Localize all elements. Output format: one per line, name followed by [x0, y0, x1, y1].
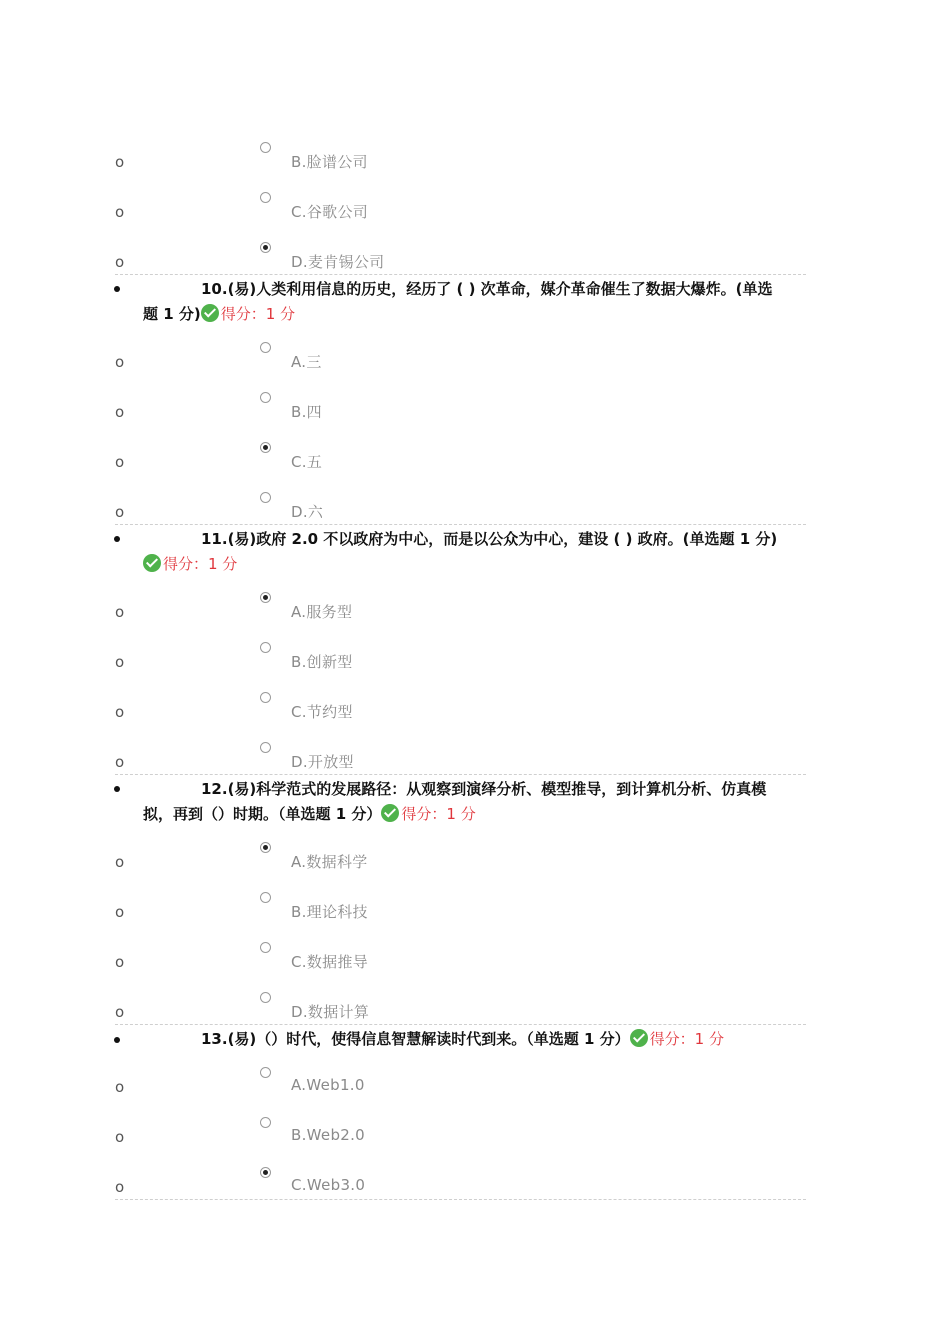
question-separator	[115, 1199, 806, 1200]
option-bullet: o	[115, 503, 125, 521]
option-label: A.数据科学	[291, 853, 368, 871]
question-bullet	[114, 286, 120, 292]
option-label: B.脸谱公司	[291, 153, 368, 171]
question-text: 13.(易)（）时代，使得信息智慧解读时代到来。（单选题 1 分）	[201, 1030, 630, 1048]
question-separator	[115, 1024, 806, 1025]
option-bullet: o	[115, 1003, 125, 1021]
option-label: A.Web1.0	[291, 1076, 365, 1094]
option-label: A.服务型	[291, 603, 353, 621]
question-text: 10.(易)人类利用信息的历史，经历了 ( ) 次革命，媒介革命催生了数据大爆炸。(单选	[201, 280, 773, 298]
option-bullet: o	[115, 203, 125, 221]
option-radio-button[interactable]	[260, 192, 271, 203]
option-label: C.谷歌公司	[291, 203, 369, 221]
question-bullet	[114, 1037, 120, 1043]
option-radio-button[interactable]	[260, 242, 271, 253]
option-radio-button[interactable]	[260, 342, 271, 353]
option-bullet: o	[115, 953, 125, 971]
option-label: B.Web2.0	[291, 1126, 366, 1144]
check-circle-icon	[630, 1029, 648, 1047]
question-separator	[115, 274, 806, 275]
check-circle-icon	[201, 304, 219, 322]
score-text: 得分：1 分	[220, 305, 296, 323]
option-label: C.数据推导	[291, 953, 369, 971]
option-label: B.创新型	[291, 653, 353, 671]
option-bullet: o	[115, 903, 125, 921]
option-radio-button[interactable]	[260, 692, 271, 703]
option-radio-button[interactable]	[260, 592, 271, 603]
option-label: C.五	[291, 453, 323, 471]
option-radio-button[interactable]	[260, 742, 271, 753]
option-radio-button[interactable]	[260, 1167, 271, 1178]
option-label: D.六	[291, 503, 324, 521]
question-text-line	[201, 779, 766, 799]
option-bullet: o	[115, 703, 125, 721]
option-radio-button[interactable]	[260, 142, 271, 153]
question-text-line	[201, 529, 777, 549]
option-radio-button[interactable]	[260, 1067, 271, 1078]
option-bullet: o	[115, 253, 125, 271]
option-bullet: o	[115, 653, 125, 671]
option-bullet: o	[115, 853, 125, 871]
question-text-line	[143, 804, 476, 824]
option-bullet: o	[115, 1128, 125, 1146]
question-text: 12.(易)科学范式的发展路径：从观察到演绎分析、模型推导，到计算机分析、仿真模	[201, 780, 767, 798]
score-text: 得分：1 分	[401, 805, 476, 823]
question-text: 拟，再到（）时期。（单选题 1 分）	[143, 805, 382, 823]
question-separator	[115, 774, 806, 775]
option-bullet: o	[115, 403, 125, 421]
question-text: 题 1 分)	[143, 305, 201, 323]
option-bullet: o	[115, 1178, 125, 1196]
question-separator	[115, 524, 806, 525]
score-text: 得分：1 分	[163, 555, 238, 573]
option-label: D.数据计算	[291, 1003, 370, 1021]
option-bullet: o	[115, 1078, 125, 1096]
check-circle-icon	[381, 804, 399, 822]
question-text-line	[201, 279, 773, 299]
option-radio-button[interactable]	[260, 942, 271, 953]
option-radio-button[interactable]	[260, 892, 271, 903]
option-radio-button[interactable]	[260, 1117, 271, 1128]
check-circle-icon	[143, 554, 161, 572]
question-text-line	[143, 304, 295, 324]
option-radio-button[interactable]	[260, 442, 271, 453]
option-bullet: o	[115, 603, 125, 621]
option-bullet: o	[115, 453, 125, 471]
question-bullet	[114, 786, 120, 792]
question-bullet	[114, 536, 120, 542]
option-label: B.理论科技	[291, 903, 368, 921]
option-label: A.三	[291, 353, 322, 371]
option-label: D.开放型	[291, 753, 354, 771]
option-label: C.Web3.0	[291, 1176, 366, 1194]
question-text-line	[201, 1029, 724, 1049]
option-radio-button[interactable]	[260, 992, 271, 1003]
option-radio-button[interactable]	[260, 842, 271, 853]
option-bullet: o	[115, 353, 125, 371]
option-radio-button[interactable]	[260, 642, 271, 653]
question-text: 11.(易)政府 2.0 不以政府为中心，而是以公众为中心，建设 ( ) 政府。(单选题 1 分)	[201, 530, 778, 548]
option-bullet: o	[115, 153, 125, 171]
option-label: B.四	[291, 403, 322, 421]
question-text-line	[143, 554, 237, 574]
option-label: D.麦肯锡公司	[291, 253, 385, 271]
option-radio-button[interactable]	[260, 392, 271, 403]
score-text: 得分：1 分	[649, 1030, 724, 1048]
option-radio-button[interactable]	[260, 492, 271, 503]
option-label: C.节约型	[291, 703, 353, 721]
option-bullet: o	[115, 753, 125, 771]
